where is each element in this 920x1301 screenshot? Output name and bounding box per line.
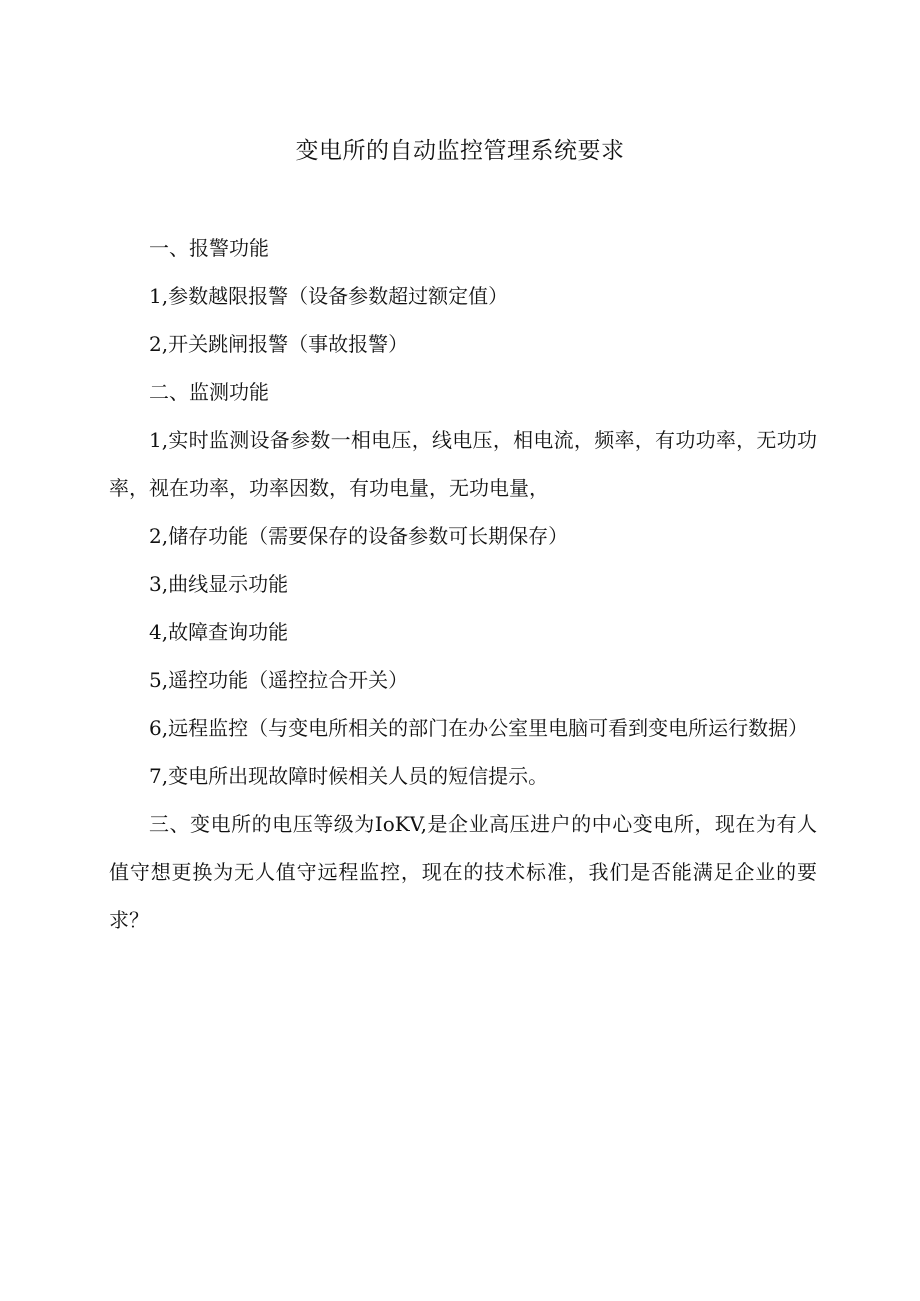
section-heading-monitoring: 二、监测功能 — [149, 380, 269, 404]
monitoring-item-1: 1,实时监测设备参数一相电压，线电压，相电流，频率，有功功率，无功功率，视在功率，功率因数，有功电量，无功电量， — [109, 428, 817, 500]
monitoring-item-6: 6,远程监控（与变电所相关的部门在办公室里电脑可看到变电所运行数据） — [149, 716, 809, 740]
monitoring-item-4: 4,故障查询功能 — [149, 620, 289, 644]
document-title: 变电所的自动监控管理系统要求 — [295, 138, 625, 164]
monitoring-item-3: 3,曲线显示功能 — [149, 572, 289, 596]
section-heading-alarm: 一、报警功能 — [149, 236, 269, 260]
document-body — [109, 224, 817, 944]
alarm-item-1: 1,参数越限报警（设备参数超过额定值） — [149, 284, 509, 308]
section-voltage-question: 三、变电所的电压等级为IoKV,是企业高压进户的中心变电所，现在为有人值守想更换为无人值守远程监控，现在的技术标准，我们是否能满足企业的要求？ — [109, 812, 817, 932]
monitoring-item-7: 7,变电所出现故障时候相关人员的短信提示。 — [149, 764, 549, 788]
monitoring-item-2: 2,储存功能（需要保存的设备参数可长期保存） — [149, 524, 569, 548]
monitoring-item-5: 5,遥控功能（遥控拉合开关） — [149, 668, 409, 692]
alarm-item-2: 2,开关跳闸报警（事故报警） — [149, 332, 409, 356]
